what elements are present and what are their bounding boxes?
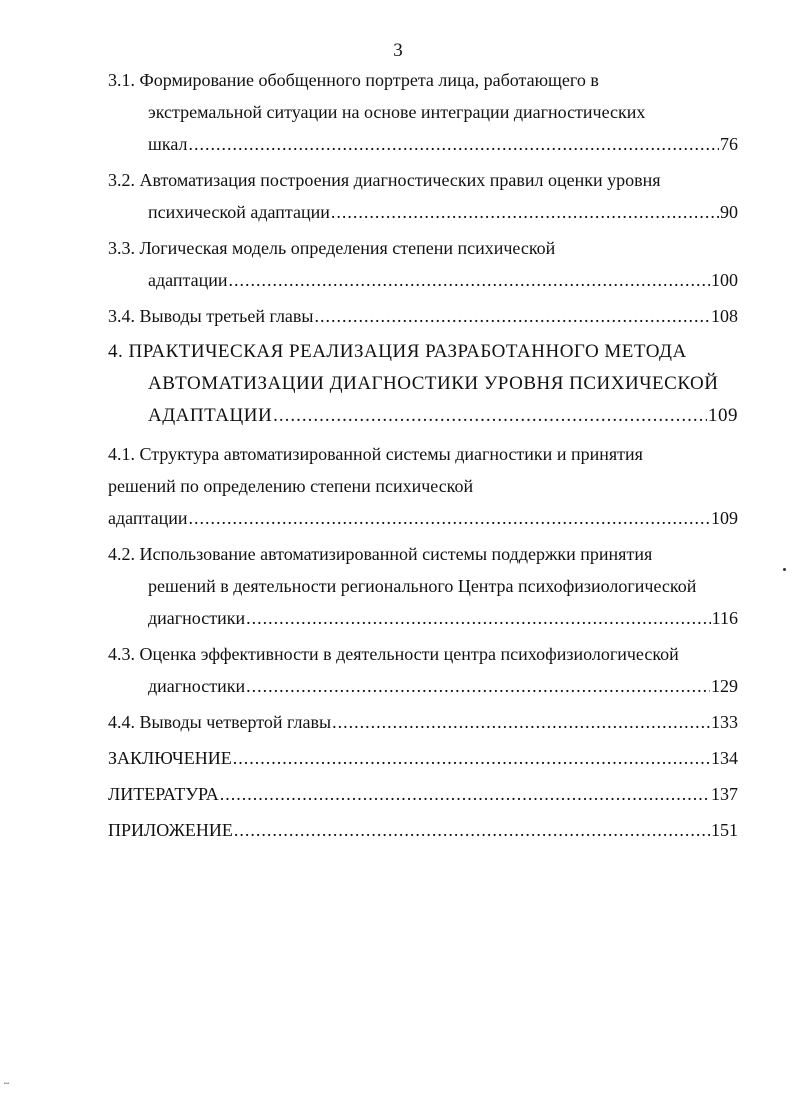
leader-dots — [234, 814, 710, 846]
table-of-contents — [108, 64, 738, 850]
toc-entry-title: 3.4. Выводы третьей главы — [108, 306, 314, 326]
toc-entry-3-1[interactable] — [108, 64, 738, 160]
toc-page-number: 116 — [711, 608, 738, 628]
toc-entry-4-3[interactable] — [108, 638, 738, 702]
page-number: 3 — [393, 40, 403, 61]
toc-last-line — [108, 264, 738, 296]
leader-dots — [315, 300, 710, 332]
toc-entry-title: ЗАКЛЮЧЕНИЕ — [108, 748, 232, 768]
toc-last-line — [108, 502, 738, 534]
leader-dots — [233, 742, 710, 774]
leader-dots — [332, 706, 710, 738]
toc-entry-title: диагностики — [148, 676, 246, 696]
toc-entry-3-4[interactable] — [108, 300, 738, 332]
toc-line: решений по определению степени психической — [108, 476, 474, 496]
toc-entry-title: шкал — [148, 134, 188, 154]
toc-line: 3.1. Формирование обобщенного портрета лица, работающего в — [108, 70, 599, 90]
toc-entry-4-4[interactable] — [108, 706, 738, 738]
toc-entry-3-2[interactable] — [108, 164, 738, 228]
toc-last-line — [108, 814, 738, 846]
toc-entry-title: АДАПТАЦИИ — [148, 405, 273, 426]
leader-dots — [220, 778, 710, 810]
scan-margin-mark: I — [2, 1082, 10, 1085]
toc-last-line — [108, 602, 738, 634]
toc-page-number: 90 — [720, 202, 738, 222]
toc-entry-4-2[interactable] — [108, 538, 738, 634]
toc-page-number: 100 — [711, 270, 738, 290]
toc-line: решений в деятельности регионального Центра психофизиологической — [148, 576, 697, 596]
toc-last-line — [108, 400, 738, 432]
toc-line: экстремальной ситуации на основе интеграции диагностических — [148, 102, 646, 122]
toc-page-number: 134 — [711, 748, 738, 768]
toc-last-line — [108, 706, 738, 738]
leader-dots — [273, 400, 707, 432]
toc-page-number: 151 — [711, 820, 738, 840]
toc-line: 4.3. Оценка эффективности в деятельности центра психофизиологической — [108, 644, 679, 664]
toc-entry-title: ПРИЛОЖЕНИЕ — [108, 820, 233, 840]
leader-dots — [229, 264, 710, 296]
toc-entry-title: 4.4. Выводы четвертой главы — [108, 712, 332, 732]
toc-entry-title: адаптации — [108, 508, 188, 528]
leader-dots — [246, 602, 711, 634]
toc-entry-appendix[interactable] — [108, 814, 738, 846]
toc-last-line — [108, 778, 738, 810]
toc-entry-4-1[interactable] — [108, 438, 738, 534]
toc-last-line — [108, 742, 738, 774]
leader-dots — [331, 196, 719, 228]
toc-entry-4[interactable] — [108, 336, 738, 432]
scan-speck — [783, 568, 786, 571]
toc-entry-literature[interactable] — [108, 778, 738, 810]
toc-page-number: 129 — [711, 676, 738, 696]
toc-line: АВТОМАТИЗАЦИИ ДИАГНОСТИКИ УРОВНЯ ПСИХИЧЕСКОЙ — [148, 373, 719, 394]
toc-entry-3-3[interactable] — [108, 232, 738, 296]
leader-dots — [189, 502, 710, 534]
toc-page-number: 133 — [711, 712, 738, 732]
toc-line: 4.1. Структура автоматизированной системы диагностики и принятия — [108, 444, 643, 464]
leader-dots — [246, 670, 710, 702]
toc-line: 3.2. Автоматизация построения диагностических правил оценки уровня — [108, 170, 661, 190]
toc-page-number: 109 — [708, 405, 738, 426]
toc-last-line — [108, 128, 738, 160]
toc-line: 4.2. Использование автоматизированной системы поддержки принятия — [108, 544, 653, 564]
toc-page-number: 137 — [711, 784, 738, 804]
toc-entry-title: адаптации — [148, 270, 228, 290]
toc-entry-title: диагностики — [148, 608, 246, 628]
leader-dots — [188, 128, 719, 160]
toc-page-number: 76 — [720, 134, 738, 154]
toc-entry-conclusion[interactable] — [108, 742, 738, 774]
toc-entry-title: психической адаптации — [148, 202, 330, 222]
toc-line: 3.3. Логическая модель определения степени психической — [108, 238, 556, 258]
toc-last-line — [108, 300, 738, 332]
toc-line: 4. ПРАКТИЧЕСКАЯ РЕАЛИЗАЦИЯ РАЗРАБОТАННОГО МЕТОДА — [108, 341, 687, 362]
toc-entry-title: ЛИТЕРАТУРА — [108, 784, 219, 804]
toc-last-line — [108, 196, 738, 228]
toc-page-number: 108 — [711, 306, 738, 326]
toc-last-line — [108, 670, 738, 702]
toc-page-number: 109 — [711, 508, 738, 528]
